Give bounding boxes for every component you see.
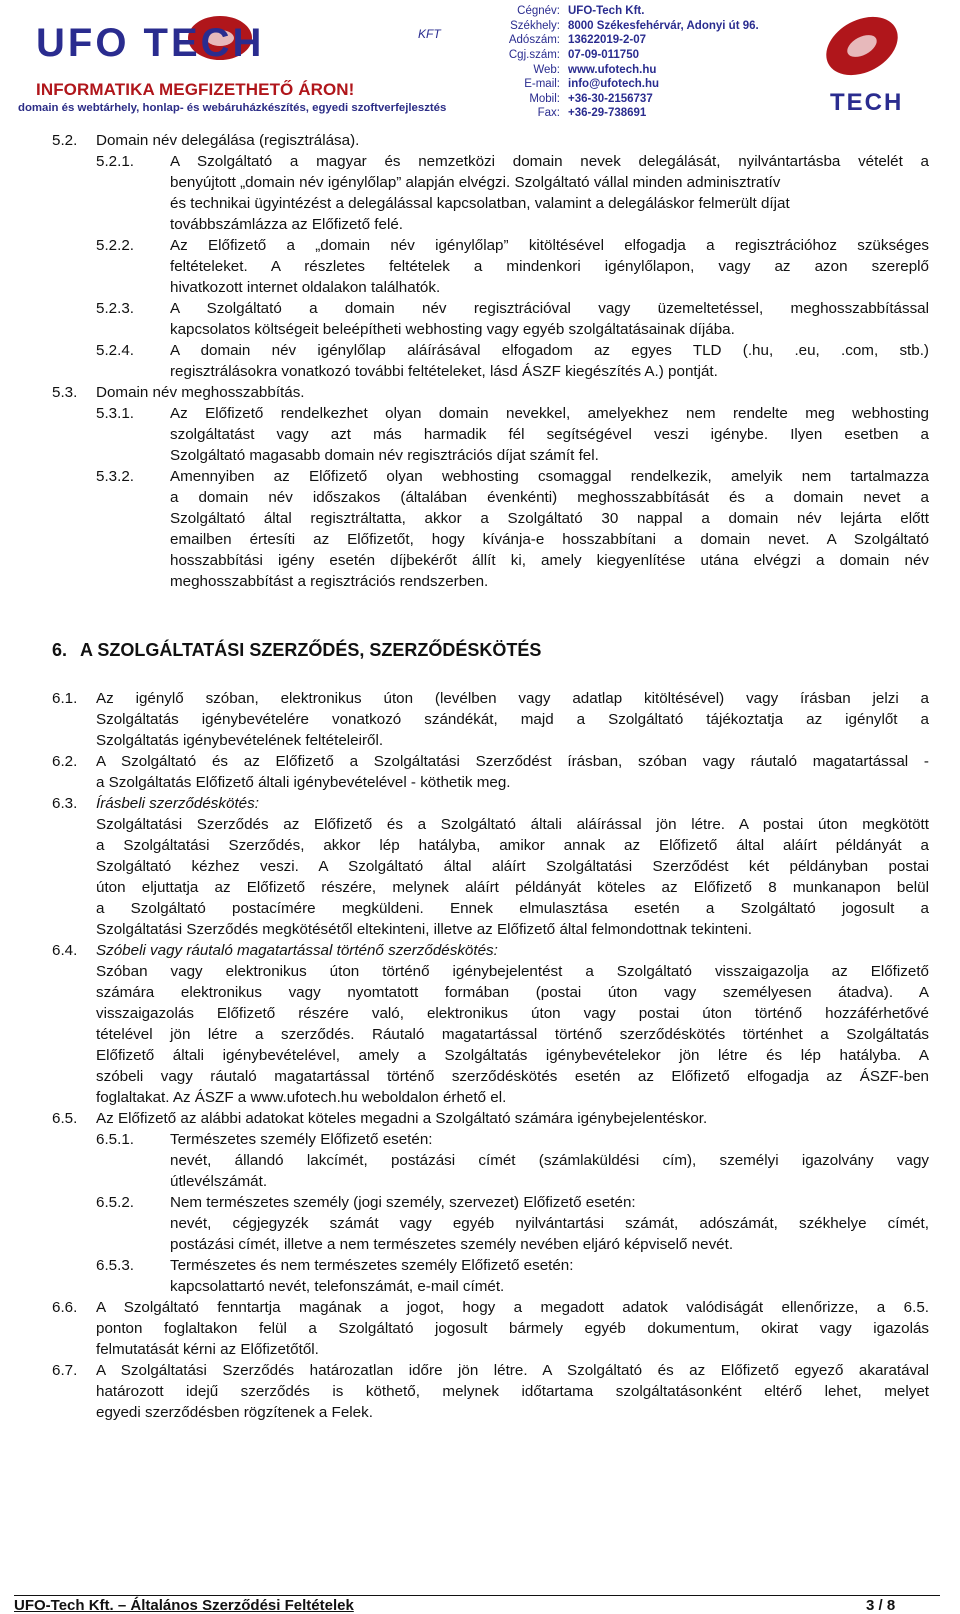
tech-logo — [810, 6, 930, 114]
company-info-row: Cégnév: UFO-Tech Kft. — [517, 5, 645, 18]
paragraph-line: nevét, állandó lakcímét, postázási címét (számlaküldési cím), személyi igazolvány vagy — [170, 1152, 929, 1169]
ufo-tech-logo — [30, 8, 450, 78]
clause-number: 6.5.1. — [96, 1131, 134, 1148]
paragraph-line: egyedi szerződésben rögzítenek a Felek. — [96, 1404, 373, 1421]
clause-number: 6.1. — [52, 690, 78, 707]
clause-number: 5.2.4. — [96, 342, 134, 359]
clause-number: 6.5.3. — [96, 1257, 134, 1274]
company-info-row: Mobil: +36-30-2156737 — [529, 92, 653, 105]
paragraph-line: visszaigazolás Előfizető részére való, elektronikus úton vagy postai úton történő hozzáférhetővé — [96, 1005, 929, 1022]
paragraph-line: úton eljuttatja az Előfizető részére, melynek aláírt példányát köteles az Előfizető 8 munkanapon belül — [96, 879, 929, 896]
page-number: 3 / 8 — [866, 1597, 896, 1614]
paragraph-line: Szolgáltatási Szerződés az Előfizető és a Szolgáltató általi aláírással jön létre. A postai úton megkötött — [96, 816, 929, 833]
company-info-row: Fax: +36-29-738691 — [537, 107, 647, 120]
company-info-row: Székhely: 8000 Székesfehérvár, Adonyi út 96. — [510, 19, 759, 32]
paragraph-line: Szolgáltató által regisztráltatta, akkor a Szolgáltató 30 nappal a domain név lejárta előtt — [170, 510, 929, 527]
brand-suffix: KFT — [418, 27, 441, 41]
paragraph-line: Szolgáltatás igénybevételére vonatkozó szándékát, majd a Szolgáltató tájékoztatja az igénylőt a — [96, 711, 929, 728]
paragraph-line: a Szolgáltatás Előfizető általi igénybevételével - köthetik meg. — [96, 774, 511, 791]
paragraph-line: szolgáltatást vagy azt más harmadik fél segítségével veszi igénybe. Ilyen esetben a — [170, 426, 929, 443]
clause-number: 6.4. — [52, 942, 78, 959]
paragraph-line: szóbeli vagy ráutaló magatartással történő szerződéskötés esetén az Előfizető elfogadja az ÁSZF-ben — [96, 1068, 929, 1085]
paragraph-line: hosszabbítási igény esetén díjbekérőt állít ki, amely kiegyenlítése utána elvégzi a domain név — [170, 552, 929, 569]
clause-number: 6.3. — [52, 795, 78, 812]
paragraph-line: regisztrálásokra vonatkozó további feltételeket, lásd ÁSZF kiegészítés A.) pontját. — [170, 363, 718, 380]
subsection-title: Nem természetes személy (jogi személy, szervezet) Előfizető esetén: — [170, 1194, 636, 1211]
paragraph-line: Az igénylő szóban, elektronikus úton (levélben vagy adatlap kitöltésével) vagy írásban jelzi a — [96, 690, 929, 707]
clause-number: 6.5. — [52, 1110, 78, 1127]
company-info-row: E-mail: info@ufotech.hu — [524, 78, 660, 91]
section-title: Domain név meghosszabbítás. — [96, 384, 305, 401]
tech-wordmark: TECH — [830, 89, 904, 114]
clause-number: 5.2.3. — [96, 300, 134, 317]
brand-wordmark: UFO TECH — [36, 21, 265, 65]
paragraph-line: hivatkozott internet oldalakon találhatók. — [170, 279, 441, 296]
paragraph-line: ponton foglaltakon felül a Szolgáltató jogosult bármely egyéb dokumentum, okirat vagy igazolás — [96, 1320, 929, 1337]
subtagline: domain és webtárhely, honlap- és webáruházkészítés, egyedi szoftverfejlesztés — [18, 102, 447, 114]
paragraph-line: emailben értesíti az Előfizetőt, hogy kívánja-e hosszabbítani a domain nevet. A Szolgáltató — [170, 531, 929, 548]
paragraph-line: A Szolgáltató fenntartja magának a jogot, hogy a megadott adatok valódiságát ellenőrizze, a 6.5. — [96, 1299, 929, 1316]
paragraph-line: határozott idejű szerződés is köthető, melynek időtartama szolgáltatásonként eltérő lehet, melyet — [96, 1383, 929, 1400]
paragraph-line: felmutatását kérni az Előfizetőtől. — [96, 1341, 319, 1358]
paragraph-line: foglaltakat. Az ÁSZF a www.ufotech.hu weboldalon érhető el. — [96, 1089, 507, 1106]
paragraph-line: a Szolgáltató postacímére megküldeni. Ennek elmulasztása esetén a Szolgáltató jogosult a — [96, 900, 929, 917]
subsection-title: Természetes személy Előfizető esetén: — [170, 1131, 433, 1148]
paragraph-line: meghosszabbítást a regisztrációs rendszerben. — [170, 573, 489, 590]
paragraph-line: Amennyiben az Előfizető olyan webhosting csomaggal rendelkezik, amelyik nem tartalmazza — [170, 468, 929, 485]
chapter-title: A SZOLGÁLTATÁSI SZERZŐDÉS, SZERZŐDÉSKÖTÉS — [80, 640, 542, 660]
paragraph-line: és technikai ügyintézést a delegálással kapcsolatban, valamint a delegáláskor felmerült díjat — [170, 195, 790, 212]
clause-number: 5.3.1. — [96, 405, 134, 422]
paragraph-line: nevét, cégjegyzék számát vagy egyéb nyilvántartási számát, adószámát, székhelye címét, — [170, 1215, 929, 1232]
paragraph-line: számára elektronikus vagy nyomtatott formában (postai úton vagy személyesen átadva). A — [96, 984, 929, 1001]
paragraph-line: Szolgáltató kézhez veszi. A Szolgáltató által aláírt Szolgáltatási Szerződést két példányban postai — [96, 858, 929, 875]
subsection-title: Természetes és nem természetes személy Előfizető esetén: — [170, 1257, 574, 1274]
paragraph-line: Szolgáltató magasabb domain név regisztrációs díjat számít fel. — [170, 447, 599, 464]
paragraph-line: a domain név időszakos (általában évenkénti) meghosszabbítását és a domain nevet a — [170, 489, 929, 506]
paragraph-line: Szolgáltatás igénybevételének feltételeiről. — [96, 732, 384, 749]
paragraph-line: Az Előfizető az alábbi adatokat köteles megadni a Szolgáltató számára igénybejelentéskor. — [96, 1110, 708, 1127]
section-number: 5.3. — [52, 384, 78, 401]
paragraph-line: A Szolgáltató a magyar és nemzetközi domain nevek delegálását, nyilvántartásba vételét a — [170, 153, 929, 170]
paragraph-line: tételével jön létre a szerződés. Ráutaló magatartással történő szerződéskötés történhet a Szolgáltatás — [96, 1026, 929, 1043]
section-title: Domain név delegálása (regisztrálása). — [96, 132, 360, 149]
paragraph-line: kapcsolatos költségeit beleépítheti webhosting vagy egyéb szolgáltatásainak díjába. — [170, 321, 735, 338]
paragraph-line: Előfizető általi igénybevételével, amely a Szolgáltatás igénybevételekor jön létre és lép hatályba. A — [96, 1047, 929, 1064]
company-info-row: Web: www.ufotech.hu — [533, 63, 657, 76]
paragraph-line: Az Előfizető a „domain név igénylőlap” kitöltésével elfogadja a regisztrációhoz szükséges — [170, 237, 929, 254]
paragraph-line: Az Előfizető rendelkezhet olyan domain nevekkel, amelyekhez nem rendelte meg webhosting — [170, 405, 929, 422]
clause-number: 5.2.2. — [96, 237, 134, 254]
footer-title: UFO-Tech Kft. – Általános Szerződési Feltételek — [14, 1597, 354, 1614]
paragraph-line: a Szolgáltatási Szerződés, akkor lép hatályba, amikor annak az Előfizető által aláírt példányát a — [96, 837, 929, 854]
company-info — [470, 4, 800, 121]
paragraph-line: benyújtott „domain név igénylőlap” alapján elvégzi. Szolgáltató vállal minden adminisztratív — [170, 174, 781, 191]
paragraph-line: útlevélszámát. — [170, 1173, 268, 1190]
paragraph-line: Szolgáltatási Szerződés megkötésétől eltekinteni, illetve az Előfizető által felmondottnak tekinteni. — [96, 921, 752, 938]
paragraph-line: Szóban vagy elektronikus úton történő igénybejelentést a Szolgáltató visszaigazolja az Előfizető — [96, 963, 929, 980]
paragraph-line: A Szolgáltató a domain név regisztrációval vagy üzemeltetéssel, meghosszabbítással — [170, 300, 929, 317]
company-info-row: Adószám: 13622019-2-07 — [508, 34, 647, 47]
paragraph-line: A Szolgáltatási Szerződés határozatlan időre jön létre. A Szolgáltató és az Előfizető egyező akaratával — [96, 1362, 929, 1379]
tagline: INFORMATIKA MEGFIZETHETŐ ÁRON! — [36, 80, 355, 99]
paragraph-line: A domain név igénylőlap aláírásával elfogadom az egyes TLD (.hu, .eu, .com, stb.) — [170, 342, 929, 359]
clause-number: 5.2.1. — [96, 153, 134, 170]
subsection-title: Írásbeli szerződéskötés: — [96, 795, 259, 812]
section-number: 5.2. — [52, 132, 78, 149]
paragraph-line: postázási címét, illetve a nem természetes személy nevében eljáró képviselő nevét. — [170, 1236, 734, 1253]
paragraph-line: továbbszámlázza az Előfizető felé. — [170, 216, 403, 233]
footer-divider — [14, 1595, 940, 1596]
clause-number: 5.3.2. — [96, 468, 134, 485]
paragraph-line: kapcsolattartó nevét, telefonszámát, e-mail címét. — [170, 1278, 505, 1295]
clause-number: 6.2. — [52, 753, 78, 770]
clause-number: 6.7. — [52, 1362, 78, 1379]
clause-number: 6.5.2. — [96, 1194, 134, 1211]
paragraph-line: feltételeket. A részletes feltételek a mindenkori igénylőlapon, vagy az azon szereplő — [170, 258, 929, 275]
subsection-title: Szóbeli vagy ráutaló magatartással történő szerződéskötés: — [96, 942, 498, 959]
letterhead — [0, 0, 960, 122]
chapter-number: 6. — [52, 640, 68, 660]
company-info-row: Cgj.szám: 07-09-011750 — [508, 49, 639, 62]
paragraph-line: A Szolgáltató és az Előfizető a Szolgáltatási Szerződést írásban, szóban vagy ráutaló magatartással - — [96, 753, 929, 770]
clause-number: 6.6. — [52, 1299, 78, 1316]
